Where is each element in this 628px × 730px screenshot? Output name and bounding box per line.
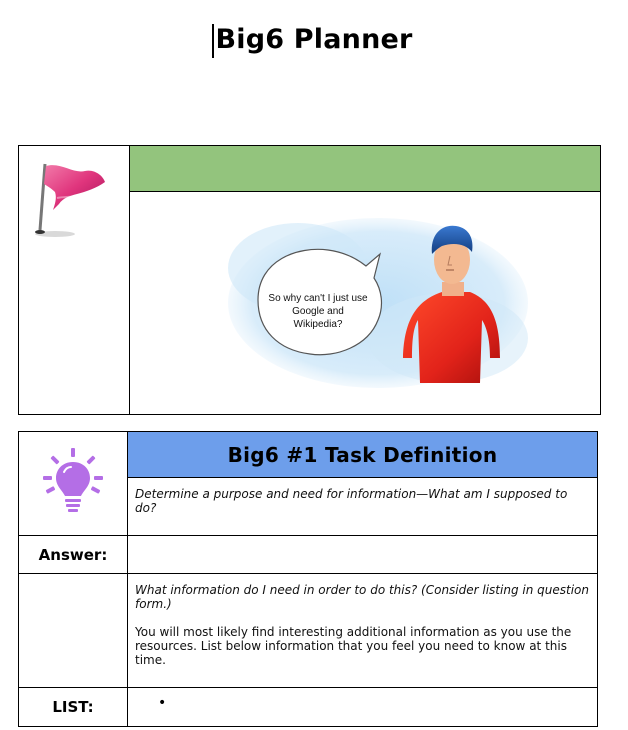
info-content [128, 574, 597, 687]
task-definition-table [18, 431, 598, 727]
flag-cell [19, 146, 130, 414]
answer-label-cell [19, 536, 128, 573]
lightbulb-icon [38, 448, 108, 518]
text-cursor [212, 24, 214, 58]
green-header-bar [130, 146, 600, 192]
list-label: LIST: [52, 698, 94, 716]
info-row [19, 574, 597, 688]
list-bullet: • [158, 695, 167, 711]
list-label-cell [19, 688, 128, 726]
list-field[interactable] [128, 688, 597, 726]
intro-table [18, 145, 601, 415]
info-note: You will most likely find interesting additional information as you use the resources. List below information that you feel you need to know at this time. [135, 625, 572, 667]
answer-row [19, 536, 597, 574]
task-header-row [19, 432, 597, 536]
task-definition-header: Big6 #1 Task Definition [128, 432, 597, 478]
flag-icon [33, 158, 113, 248]
lightbulb-cell [19, 432, 128, 535]
speech-bubble-text: So why can't I just use Google and Wikipedia? [268, 293, 368, 330]
answer-field[interactable] [128, 536, 597, 573]
task-header-content [128, 432, 597, 535]
list-row [19, 688, 597, 726]
illustration-cell [130, 192, 600, 414]
purpose-prompt: Determine a purpose and need for information—What am I supposed to do? [135, 487, 568, 515]
info-label-cell [19, 574, 128, 687]
answer-label: Answer: [38, 545, 108, 564]
document-title: Big6 Planner [215, 24, 413, 55]
info-prompt: What information do I need in order to do this? (Consider listing in question form.) [135, 583, 589, 611]
